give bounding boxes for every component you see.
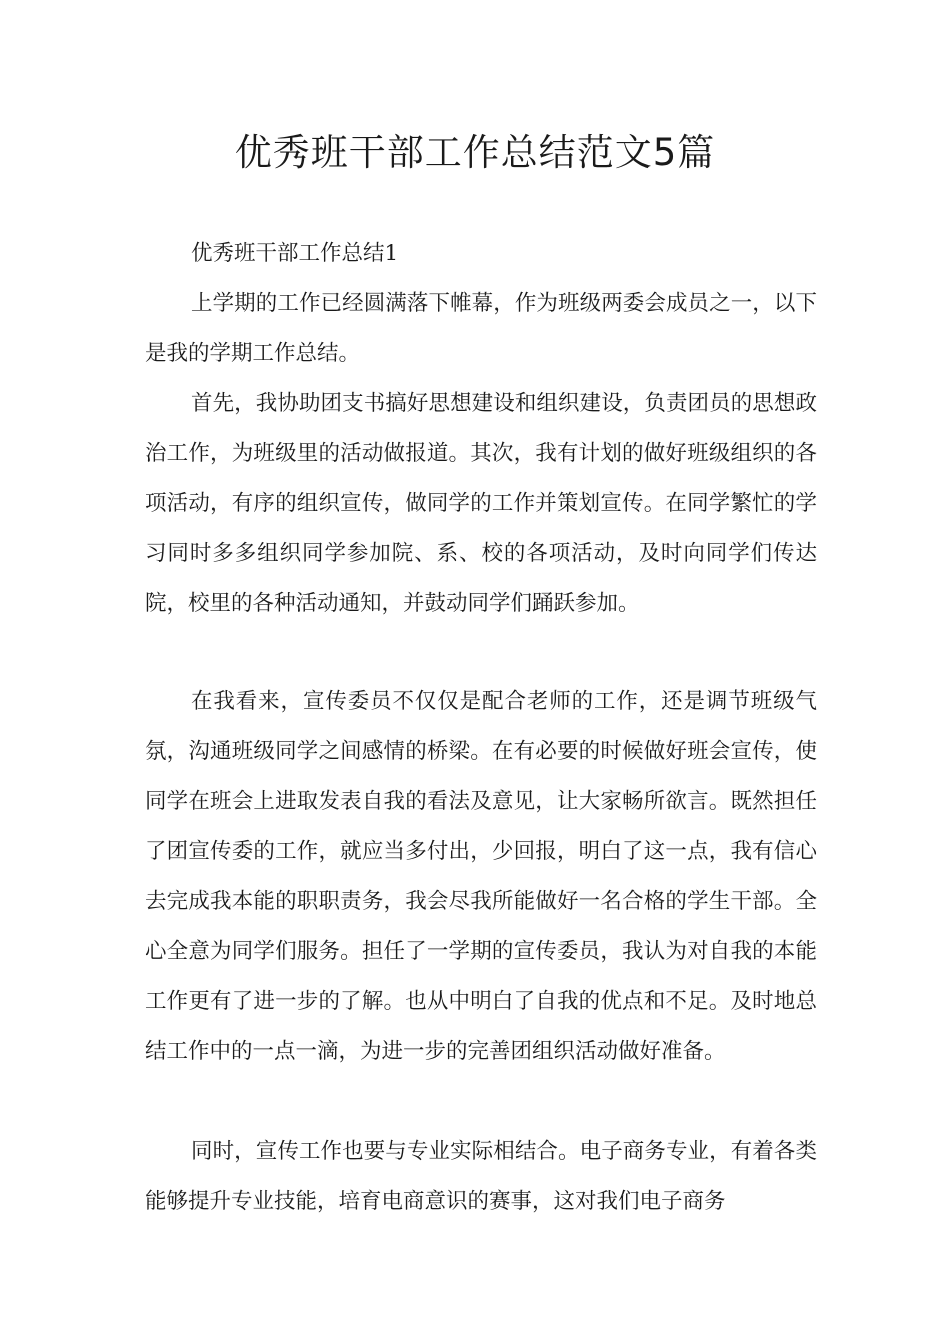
paragraph-4: 同时，宣传工作也要与专业实际相结合。电子商务专业，有着各类能够提升专业技能，培育电商意识的赛事，这对我们电子商务 <box>145 1139 817 1214</box>
document-title: 优秀班干部工作总结范文5篇 <box>234 131 716 174</box>
paragraph-1: 上学期的工作已经圆满落下帷幕，作为班级两委会成员之一，以下是我的学期工作总结。 <box>145 291 817 366</box>
paragraph-3: 在我看来，宣传委员不仅仅是配合老师的工作，还是调节班级气氛，沟通班级同学之间感情的桥梁。在有必要的时候做好班会宣传，使同学在班会上进取发表自我的看法及意见，让大家畅所欲言。既然担任了团宣传委的工作，就应当多付出，少回报，明白了这一点，我有信心去完成我本能的职职责务，我会尽我所能做好一名合格的学生干部。全心全意为同学们服务。担任了一学期的宣传委员，我认为对自我的本能工作更有了进一步的了解。也从中明白了自我的优点和不足。及时地总结工作中的一点一滴，为进一步的完善团组织活动做好准备。 <box>145 689 817 1064</box>
paragraph-2: 首先，我协助团支书搞好思想建设和组织建设，负责团员的思想政治工作，为班级里的活动做报道。其次，我有计划的做好班级组织的各项活动，有序的组织宣传，做同学的工作并策划宣传。在同学繁忙的学习同时多多组织同学参加院、系、校的各项活动，及时向同学们传达院，校里的各种活动通知，并鼓动同学们踊跃参加。 <box>145 391 817 616</box>
section-subheading: 优秀班干部工作总结1 <box>191 241 399 266</box>
